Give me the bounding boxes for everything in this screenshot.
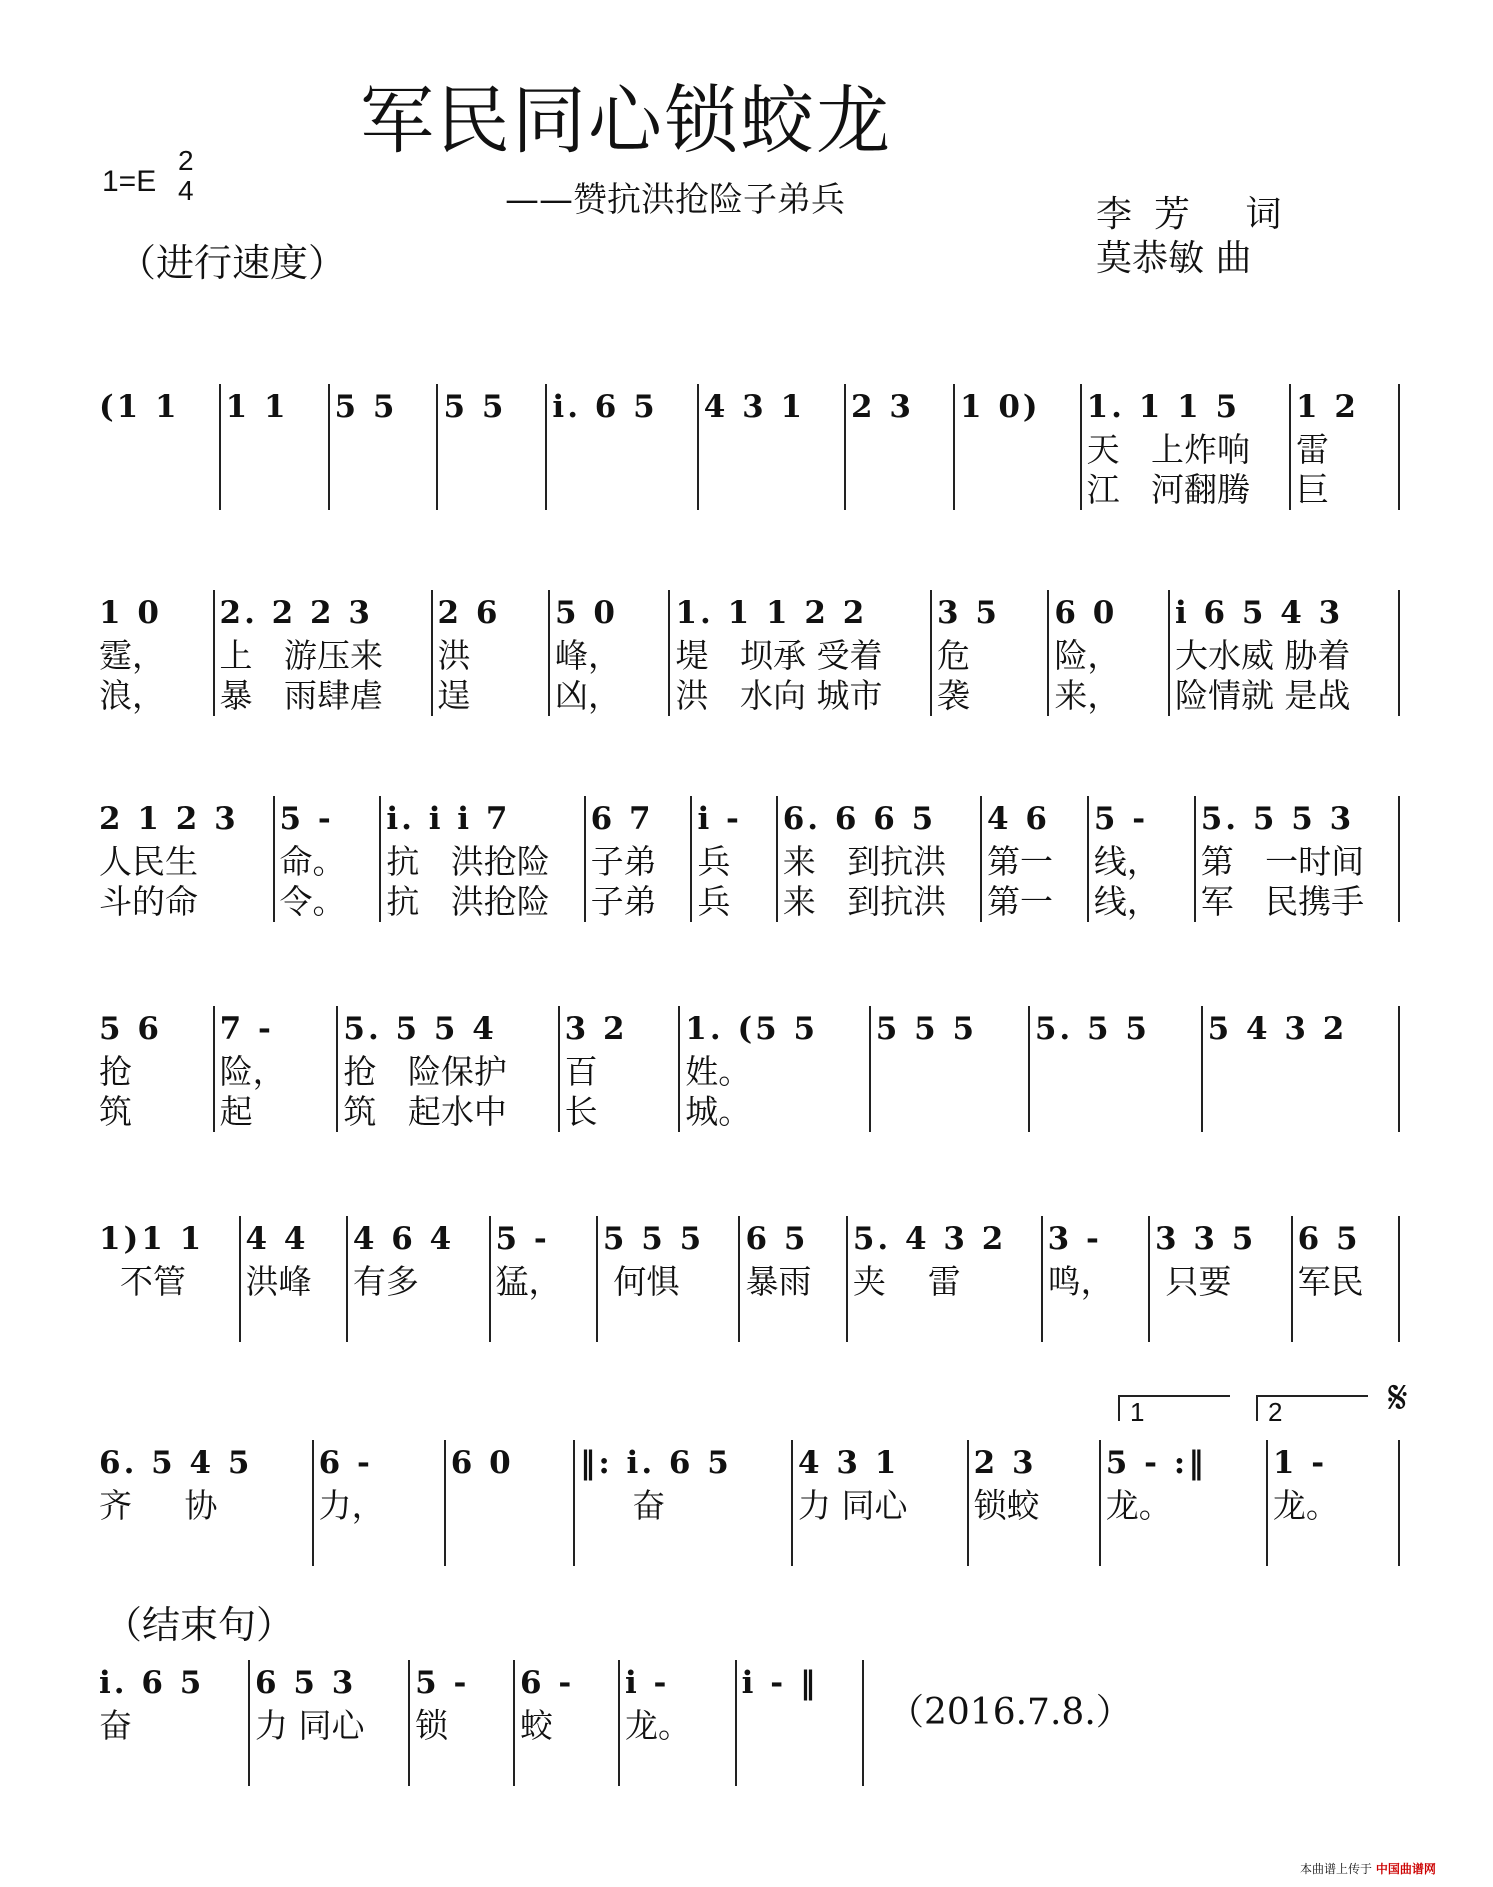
lyric-verse-1: 雷: [1296, 430, 1330, 469]
measure: [94, 590, 213, 716]
lyric-verse-1: 何惧: [602, 1262, 680, 1301]
measure-notes: 5 - :‖: [1105, 1445, 1207, 1481]
measure-notes: 1 2: [1296, 389, 1359, 425]
lyric-verse-2: 巨: [1296, 470, 1330, 509]
segno-icon: 𝄋: [1388, 1370, 1408, 1424]
measure-notes: 6 0: [450, 1445, 514, 1481]
measure-notes: 3 3 5: [1154, 1221, 1257, 1257]
measure-notes: 5 5 5: [875, 1011, 978, 1047]
lyric-verse-2: [974, 1526, 1094, 1566]
measure-notes: 2 3: [973, 1445, 1037, 1481]
measure: [846, 1216, 1041, 1342]
measure: [690, 796, 775, 922]
measure: [776, 796, 980, 922]
lyric-verse-2: [603, 1302, 734, 1342]
score-row: [94, 590, 1400, 716]
measure: [94, 1216, 239, 1342]
lyric-verse-2: [226, 470, 323, 510]
time-signature-bottom: 4: [178, 175, 194, 206]
lyric-verse-1: [451, 1486, 568, 1526]
measure-notes: 4 4: [245, 1221, 309, 1257]
measure: [1087, 796, 1194, 922]
measure: [213, 590, 431, 716]
lyric-verse-1: 百: [564, 1052, 598, 1091]
measure: [584, 796, 691, 922]
lyric-verse-1: [1208, 1052, 1393, 1092]
lyric-verse-2: [1298, 1302, 1393, 1342]
lyric-verse-2: 凶，: [554, 676, 621, 715]
lyric-verse-1: 人民生: [99, 842, 198, 881]
lyric-verse-1: 锁蛟: [973, 1486, 1040, 1525]
measure: [219, 384, 328, 510]
measure-notes: 6. 6 6 5: [782, 801, 937, 837]
lyric-verse-1: [851, 430, 948, 470]
measure: [1099, 1440, 1266, 1566]
lyric-verse-1: 龙。: [624, 1706, 691, 1745]
footer-site: 中国曲谱网: [1375, 1862, 1436, 1876]
measure-notes: 1 0): [959, 389, 1041, 425]
lyric-verse-2: [1106, 1526, 1261, 1566]
lyric-verse-2: 来 到抗洪: [782, 882, 947, 921]
lyric-verse-1: 只要: [1154, 1262, 1232, 1301]
lyric-verse-2: [335, 470, 432, 510]
measure-notes: 5 5: [334, 389, 398, 425]
measure-notes: i -: [624, 1665, 670, 1701]
lyric-verse-2: [742, 1746, 857, 1786]
lyric-verse-2: [520, 1746, 613, 1786]
lyric-verse-2: [1208, 1092, 1393, 1132]
lyric-verse-1: 齐 协: [99, 1486, 218, 1525]
lyric-verse-2: [552, 470, 691, 510]
footer-watermark: [1300, 1860, 1436, 1877]
measure: [1028, 1006, 1201, 1132]
section-label: （结束句）: [104, 1603, 295, 1647]
measure: [573, 1440, 791, 1566]
measure: [618, 1660, 735, 1786]
measure: [930, 590, 1047, 716]
lyric-verse-1: 洪峰: [245, 1262, 312, 1301]
measure: [697, 384, 844, 510]
lyric-verse-1: 上 游压来: [219, 636, 383, 675]
measure: [1047, 590, 1168, 716]
measure-notes: i. 6 5: [552, 389, 658, 425]
measure: [248, 1660, 408, 1786]
measure: [558, 1006, 679, 1132]
lyric-verse-1: 有多: [352, 1262, 419, 1301]
measure: [953, 384, 1080, 510]
lyric-verse-1: 第一: [987, 842, 1054, 881]
lyric-verse-1: 暴雨: [745, 1262, 812, 1301]
lyric-verse-1: 抢 险保护: [343, 1052, 507, 1091]
lyric-verse-2: [1035, 1092, 1196, 1132]
lyric-verse-2: 兵: [697, 882, 731, 921]
measure-notes: 5 -: [1093, 801, 1149, 837]
measure: [1168, 590, 1400, 716]
tempo-marking: （进行速度）: [118, 241, 347, 285]
lyric-verse-1: 锁: [415, 1706, 449, 1745]
lyric-verse-1: 力 同心: [797, 1486, 908, 1525]
lyric-verse-1: 猛，: [495, 1262, 562, 1301]
lyric-verse-1: [742, 1706, 857, 1746]
measure-notes: 6 0: [1054, 595, 1118, 631]
lyric-verse-2: 洪 水向 城市: [675, 676, 883, 715]
score-row: [94, 1006, 1400, 1132]
measure: [336, 1006, 557, 1132]
lyric-verse-1: 龙。: [1105, 1486, 1172, 1525]
lyric-verse-1: 险，: [1054, 636, 1121, 675]
measure: [213, 1006, 337, 1132]
lyric-verse-1: 险，: [219, 1052, 286, 1091]
composer-credit: 莫恭敏 曲: [1096, 238, 1252, 279]
key-signature: 1=E: [102, 165, 157, 198]
lyric-verse-1: 鸣，: [1047, 1262, 1114, 1301]
measure-notes: 5 -: [415, 1665, 470, 1701]
measure-notes: 6 -: [520, 1665, 575, 1701]
lyric-verse-1: 军民: [1297, 1262, 1364, 1301]
measure: [980, 796, 1087, 922]
measure-notes: 6 5: [745, 1221, 809, 1257]
measure-notes: 3 2: [564, 1011, 628, 1047]
measure-notes: 5 0: [554, 595, 618, 631]
measure: [431, 590, 548, 716]
lyric-verse-2: [960, 470, 1075, 510]
lyric-verse-2: 城。: [685, 1092, 752, 1131]
lyric-verse-2: [443, 470, 540, 510]
measure-notes: 5. 4 3 2: [852, 1221, 1007, 1257]
measure: [1080, 384, 1289, 510]
measure-notes: 4 3 1: [797, 1445, 900, 1481]
measure-notes: 3 -: [1047, 1221, 1102, 1257]
lyric-verse-1: 不管: [99, 1262, 186, 1301]
lyric-verse-1: 力 同心: [254, 1706, 365, 1745]
score-row: [94, 796, 1400, 922]
time-signature-top: 2: [178, 145, 194, 176]
time-signature: [178, 146, 194, 206]
score-row: [94, 384, 1400, 510]
measure-notes: 1 1: [225, 389, 289, 425]
lyric-verse-1: 抗 洪抢险: [386, 842, 550, 881]
lyric-verse-2: [451, 1526, 568, 1566]
measure: [513, 1660, 618, 1786]
lyric-verse-1: 姓。: [685, 1052, 752, 1091]
lyric-verse-2: [99, 1302, 234, 1342]
measure: [94, 796, 273, 922]
lyric-verse-1: 奋: [579, 1486, 666, 1525]
measure-notes: 1. 1 1 2 2: [675, 595, 868, 631]
lyric-verse-2: 暴 雨肆虐: [219, 676, 383, 715]
measure: [967, 1440, 1099, 1566]
lyric-verse-1: 大水威 胁着: [1174, 636, 1351, 675]
lyricist-credit: 李芳 词: [1096, 194, 1304, 235]
measure: [379, 796, 583, 922]
lyric-verse-1: 蛟: [520, 1706, 554, 1745]
lyric-verse-1: 线，: [1093, 842, 1160, 881]
lyric-verse-1: 奋: [99, 1706, 132, 1745]
measure-notes: 1 -: [1272, 1445, 1328, 1481]
lyric-verse-2: [319, 1526, 439, 1566]
lyric-verse-2: [580, 1526, 786, 1566]
measure: [346, 1216, 489, 1342]
lyric-verse-2: [798, 1526, 962, 1566]
lyric-verse-2: [876, 1092, 1023, 1132]
lyric-verse-2: 筑 起水中: [343, 1092, 507, 1131]
measure: [1194, 796, 1400, 922]
measure-notes: 4 6: [987, 801, 1050, 837]
measure: [1291, 1216, 1400, 1342]
lyric-verse-1: 来 到抗洪: [782, 842, 947, 881]
measure: [844, 384, 953, 510]
lyric-verse-2: 抗 洪抢险: [386, 882, 550, 921]
lyric-verse-2: 逞: [437, 676, 471, 715]
lyric-verse-1: 兵: [697, 842, 731, 881]
lyric-verse-2: 长: [564, 1092, 598, 1131]
lyric-verse-2: 斗的命: [99, 882, 198, 921]
lyric-verse-1: 夹 雷: [852, 1262, 961, 1301]
lyric-verse-2: 浪，: [99, 676, 165, 715]
lyric-verse-2: [1048, 1302, 1143, 1342]
measure: [596, 1216, 739, 1342]
measure-notes: (1 1: [99, 389, 180, 425]
measure-notes: 5. 5 5: [1034, 1011, 1150, 1047]
volta-2: 2: [1256, 1395, 1368, 1421]
lyric-verse-2: 筑: [99, 1092, 132, 1131]
measure-notes: 1)1 1: [99, 1221, 205, 1257]
lyric-verse-2: [1273, 1526, 1393, 1566]
measure: [548, 590, 669, 716]
measure-notes: 1. (5 5: [685, 1011, 819, 1047]
measure: [668, 590, 929, 716]
measure: [312, 1440, 444, 1566]
lyric-verse-2: [745, 1302, 840, 1342]
measure-notes: 2 1 2 3: [99, 801, 239, 837]
measure-notes: 2. 2 2 3: [219, 595, 373, 631]
measure-notes: 3 5: [936, 595, 1000, 631]
lyric-verse-1: [552, 430, 691, 470]
lyric-verse-2: [99, 1746, 243, 1786]
score-row: [94, 1440, 1400, 1566]
lyric-verse-2: [1155, 1302, 1286, 1342]
measure: [239, 1216, 346, 1342]
measure-notes: 6. 5 4 5: [99, 1445, 253, 1481]
lyric-verse-1: 第 一时间: [1200, 842, 1365, 881]
lyric-verse-2: [625, 1746, 730, 1786]
measure: [1289, 384, 1400, 510]
measure: [94, 1006, 213, 1132]
measure-notes: 5 4 3 2: [1207, 1011, 1348, 1047]
measure: [1148, 1216, 1291, 1342]
measure: [1201, 1006, 1400, 1132]
measure-notes: 6 -: [318, 1445, 373, 1481]
measure: [869, 1006, 1028, 1132]
lyric-verse-2: [496, 1302, 591, 1342]
lyric-verse-1: 命。: [279, 842, 346, 881]
score-row: [94, 1216, 1400, 1342]
volta-1: 1: [1118, 1395, 1230, 1421]
measure-notes: 4 6 4: [352, 1221, 455, 1257]
measure: [94, 1660, 248, 1786]
measure-notes: i 6 5 4 3: [1174, 595, 1344, 631]
lyric-verse-1: 霆，: [99, 636, 165, 675]
lyric-verse-2: 第一: [987, 882, 1054, 921]
measure-notes: ‖: i. 6 5: [579, 1445, 732, 1481]
measure-notes: 1. 1 1 5: [1086, 389, 1241, 425]
measure-notes: 4 3 1: [703, 389, 806, 425]
measure-notes: 5 -: [279, 801, 334, 837]
measure-notes: 6 5 3: [254, 1665, 357, 1701]
lyric-verse-1: 危: [936, 636, 970, 675]
lyric-verse-2: 险情就 是战: [1174, 676, 1351, 715]
lyric-verse-1: 龙。: [1272, 1486, 1339, 1525]
lyric-verse-2: [853, 1302, 1036, 1342]
lyric-verse-1: [876, 1052, 1023, 1092]
lyric-verse-2: 袭: [936, 676, 970, 715]
measure-notes: 2 3: [851, 389, 914, 425]
lyric-verse-2: 线，: [1093, 882, 1160, 921]
lyric-verse-1: 天 上炸响: [1086, 430, 1251, 469]
lyric-verse-2: [255, 1746, 403, 1786]
measure-notes: 5. 5 5 4: [343, 1011, 497, 1047]
measure: [678, 1006, 869, 1132]
measure-notes: 5 -: [495, 1221, 550, 1257]
lyric-verse-1: [704, 430, 839, 470]
lyric-verse-1: [226, 430, 323, 470]
lyric-verse-1: [1035, 1052, 1196, 1092]
lyric-verse-2: 江 河翻腾: [1086, 470, 1251, 509]
lyric-verse-2: 令。: [279, 882, 346, 921]
measure-notes: i - ‖: [741, 1665, 819, 1701]
measure: [1266, 1440, 1400, 1566]
score-row: [94, 1660, 864, 1786]
lyric-verse-2: [99, 470, 214, 510]
measure: [328, 384, 437, 510]
lyric-verse-1: 抢: [99, 1052, 132, 1091]
lyric-verse-2: [99, 1526, 307, 1566]
measure-notes: 6 7: [590, 801, 654, 837]
lyric-verse-2: [704, 470, 839, 510]
subtitle: ——赞抗洪抢险子弟兵: [505, 180, 845, 220]
measure: [1041, 1216, 1148, 1342]
measure: [94, 384, 219, 510]
lyric-verse-2: [353, 1302, 484, 1342]
measure: [436, 384, 545, 510]
measure: [738, 1216, 845, 1342]
measure-notes: 5 5 5: [602, 1221, 705, 1257]
lyric-verse-2: 军 民携手: [1200, 882, 1365, 921]
lyric-verse-2: 起: [219, 1092, 253, 1131]
measure: [444, 1440, 573, 1566]
measure-notes: i. 6 5: [99, 1665, 205, 1701]
measure-notes: 5 6: [99, 1011, 162, 1047]
lyric-verse-1: [335, 430, 432, 470]
footer-prefix: 本曲谱上传于: [1300, 1862, 1373, 1876]
lyric-verse-2: [851, 470, 948, 510]
lyric-verse-1: 峰，: [554, 636, 621, 675]
measure: [94, 1440, 312, 1566]
measure: [408, 1660, 513, 1786]
measure: [273, 796, 380, 922]
lyric-verse-2: 子弟: [590, 882, 657, 921]
lyric-verse-1: [99, 430, 214, 470]
measure-notes: i -: [697, 801, 742, 837]
lyric-verse-1: 堤 坝承 受着: [675, 636, 883, 675]
lyric-verse-1: 洪: [437, 636, 471, 675]
song-title: 军民同心锁蛟龙: [360, 78, 892, 164]
measure-notes: 6 5: [1297, 1221, 1361, 1257]
measure-notes: i. i i 7: [386, 801, 511, 837]
lyric-verse-1: [960, 430, 1075, 470]
measure: [791, 1440, 967, 1566]
measure: [545, 384, 696, 510]
measure: [735, 1660, 864, 1786]
lyric-verse-1: [443, 430, 540, 470]
lyric-verse-2: 来，: [1054, 676, 1121, 715]
lyric-verse-1: 力，: [318, 1486, 385, 1525]
measure-notes: 7 -: [219, 1011, 274, 1047]
measure: [489, 1216, 596, 1342]
lyric-verse-2: [246, 1302, 341, 1342]
measure-notes: 2 6: [437, 595, 501, 631]
measure-notes: 5. 5 5 3: [1200, 801, 1355, 837]
measure-notes: 1 0: [99, 595, 162, 631]
lyric-verse-1: 子弟: [590, 842, 657, 881]
lyric-verse-2: [415, 1746, 508, 1786]
date: （2016.7.8.）: [888, 1692, 1132, 1733]
measure-notes: 5 5: [443, 389, 507, 425]
